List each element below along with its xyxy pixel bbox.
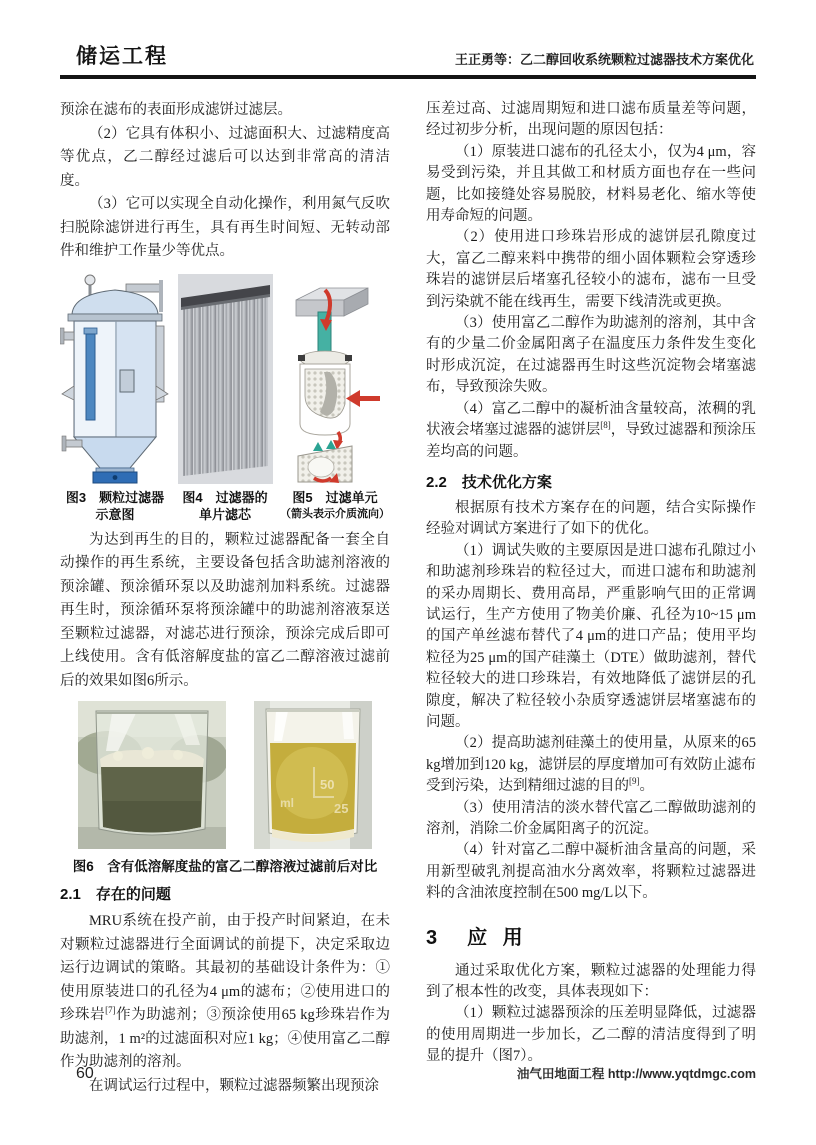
paragraph: 预涂在滤布的表面形成滤饼过滤层。 [60, 102, 292, 118]
paragraph: （2）使用进口珍珠岩形成的滤饼层孔隙度过大，富乙二醇来料中携带的细小固体颗粒会穿透珍珠岩的滤饼层后堵塞孔径较小的滤布，滤布一旦受到污染就不能在线再生，需要下线清洗或更换。 [426, 229, 756, 310]
figure3-vessel-diagram-image [60, 272, 170, 484]
paragraph: （4）富乙二醇中的凝析油含量较高，浓稠的乳状液会堵塞过滤器的滤饼层[8]，导致过滤器和预涂压差均高的问题。 [426, 400, 757, 460]
paragraph: （4）针对富乙二醇中凝析油含量高的问题，采用新型破乳剂提高油水分离效率，将颗粒过滤器进料的含油浓度控制在500 mg/L以下。 [426, 842, 756, 902]
figure-row-3-4-5 [60, 272, 390, 523]
figure4-caption: 图4 过滤器的 单片滤芯 [182, 489, 268, 522]
figure5-caption: 图5 过滤单元 （箭头表示介质流向） [280, 489, 390, 520]
paragraph: 为达到再生的目的，颗粒过滤器配备一套全自动操作的再生系统，主要设备包括含助滤剂溶液的预涂罐、预涂循环泵以及助滤剂加料系统。过滤器再生时，预涂循环泵将预涂罐中的助滤剂溶液泵送至颗粒过滤器，对滤芯进行预涂，预涂完成后即可上线使用。含有低溶解度盐的富乙二醇溶液过滤前后的效果如图6所示。 [60, 531, 390, 689]
paragraph: （3）它可以实现全自动化操作，利用氮气反吹扫脱除滤饼进行再生，具有再生时间短、无转动部件和维护工作量少等优点。 [60, 196, 390, 259]
paragraph: （2）它具有体积小、过滤面积大、过滤精度高等优点，乙二醇经过滤后可以达到非常高的清洁度。 [60, 125, 390, 189]
reference-9: [9] [629, 776, 640, 787]
reference-7: [7] [105, 1005, 116, 1016]
left-column [60, 99, 390, 1098]
figure5-filter-unit-diagram [288, 274, 383, 484]
paragraph: 压差过高、过滤周期短和进口滤布质量差等问题，经过初步分析，出现问题的原因包括： [426, 101, 756, 139]
beaker-mark-25: 25 [334, 801, 349, 816]
figure6-after-filtration-beaker-photo [254, 701, 372, 849]
figure6-caption: 图6 含有低溶解度盐的富乙二醇溶液过滤前后对比 [72, 859, 378, 874]
paragraph: （2）提高助滤剂硅藻土的使用量，从原来的65 kg增加到120 kg，滤饼层的厚度增加可有效防止滤布受到污染，达到精细过滤的目的[9]。 [426, 735, 756, 795]
section-heading-2-1: 2.1 存在的问题 [60, 886, 171, 903]
paragraph: （1）调试失败的主要原因是进口滤布孔隙过小和助滤剂珍珠岩的粒径过大，而进口滤布和助滤剂的采办周期长、费用高昂，严重影响气田的正常调试运行，生产方使用了物美价廉、孔径为10~15 μm的国产单丝滤布替代了4 μm的进口产品；使用平均粒径为25 μm的国产硅藻土（DTE）做助滤剂，替代粒径较大的进口珍珠岩，有效地降低了滤饼层的孔隙度，解决了粒径较小杂质穿透滤饼层堵塞滤布的问题。 [426, 542, 756, 730]
figure-5 [280, 274, 390, 523]
paragraph: 通过采取优化方案，颗粒过滤器的处理能力得到了根本性的改变，具体表现如下： [426, 962, 756, 1001]
section-heading-3: 3 应 用 [426, 926, 528, 949]
paragraph: （3）使用清洁的淡水替代富乙二醇做助滤剂的溶剂，消除二价金属阳离子的沉淀。 [426, 799, 756, 837]
paragraph: 在调试运行过程中，颗粒过滤器频繁出现预涂 [89, 1077, 379, 1094]
beaker-mark-ml: ml [280, 796, 295, 810]
section-heading-2-2: 2.2 技术优化方案 [426, 473, 552, 491]
page-footer [60, 1064, 756, 1083]
journal-section-logo: 储运工程 [76, 45, 168, 68]
beaker-mark-50: 50 [320, 777, 335, 792]
two-column-body [60, 99, 756, 1098]
figure-4 [178, 274, 273, 523]
paragraph: MRU系统在投产前，由于投产时间紧迫，在未对颗粒过滤器进行全面调试的前提下，决定采取边运行边调试的策略。其最初的基础设计条件为：①使用原装进口的孔径为4 μm的滤布；②使用进口的珍珠岩[7]作为助滤剂；③预涂使用65 kg珍珠岩作为助滤剂，1 m²的过滤面积对应1 kg；④使用富乙二醇作为助滤剂的溶剂。 [60, 913, 390, 1070]
running-title: 王正勇等：乙二醇回收系统颗粒过滤器技术方案优化 [454, 52, 754, 67]
figure3-caption: 图3 颗粒过滤器 示意图 [65, 489, 165, 522]
figure6-photos [60, 701, 390, 849]
paragraph: （1）原装进口滤布的孔径太小，仅为4 μm，容易受到污染，并且其做工和材质方面也存在一些问题，比如接缝处容易脱胶，材料易老化、缩水等使用寿命短的问题。 [426, 143, 756, 225]
figure6-before-filtration-beaker-photo [78, 701, 226, 849]
figure-3 [60, 272, 170, 523]
page-number: 60 [76, 1065, 94, 1082]
figure4-filter-elements-photo [178, 274, 273, 484]
figure-6 [60, 701, 390, 875]
paragraph: （3）使用富乙二醇作为助滤剂的溶剂，其中含有的少量二价金属阳离子在温度压力条件发生变化时形成沉淀，在过滤器再生时这些沉淀物会堵塞滤布，导致预涂失败。 [426, 315, 756, 396]
page-header [60, 40, 756, 70]
header-rule [60, 75, 756, 79]
paragraph: 根据原有技术方案存在的问题，结合实际操作经验对调试方案进行了如下的优化。 [426, 499, 756, 538]
right-column [426, 99, 756, 1098]
journal-footer-text: 油气田地面工程 http://www.yqtdmgc.com [516, 1067, 756, 1081]
paragraph: （1）颗粒过滤器预涂的压差明显降低，过滤器的使用周期进一步加长，乙二醇的清洁度得到了明显的提升（图7）。 [426, 1005, 756, 1065]
reference-8: [8] [600, 420, 611, 431]
